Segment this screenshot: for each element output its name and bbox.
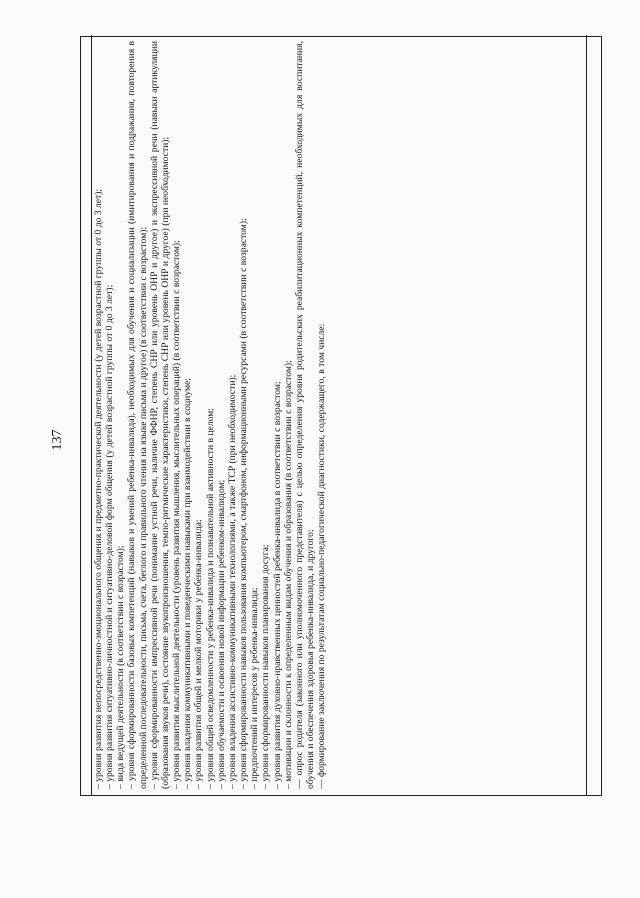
list-item: – уровня сформированности навыков планирования досуга; (260, 544, 272, 789)
list-item: – уровня развития мыслительной деятельности (уровень развития мышления, мыслительных операций) (в соответствии с возрастом); (171, 240, 183, 789)
list-item: – уровня развития общей и мелкой моторики у ребенка-инвалида; (193, 519, 205, 789)
list-item: – предпочтений и интересов у ребенка-инвалида; (249, 587, 261, 789)
list-item: – мотивации и склонности к определенным видам обучения и образования (в соответствии с возрастом); (282, 360, 294, 789)
list-item: — формирование заключения по результатам социально-педагогической диагностики, содержащего, в том числе: (316, 323, 328, 789)
list-item: – уровня владения коммуникативными и поведенческими навыками при взаимодействии в социуме; (182, 378, 194, 789)
list-item: – уровня развития ситуативно-личностной и ситуативно-деловой форм общения (у детей возрастной группы от 0 до 3 лет); (104, 284, 116, 789)
list-item: — опрос родителя (законного или уполномоченного представителя) с целью определения уровня родительских реабилитационных компетенций, необходимых для воспитания, обучения и обеспечения здоровья ребенка-инвалида, и другого; (293, 41, 316, 789)
list-item: – уровня сформированности навыков пользования компьютером, смартфоном, информационными ресурсами (в соответствии с возрастом); (238, 218, 250, 789)
list-item: – уровня общей осведомленности у ребенка-инвалида и познавательной активности в целом; (204, 408, 216, 789)
list-item: – уровня обучаемости и освоения новой информации ребенком-инвалидом; (215, 479, 227, 789)
list-item: – уровня сформированности базовых компетенций (навыков и умений ребенка-инвалида), необходимых для обучения и социализации (имитирования и подражания, повторения в определенной последовательности, письма, счета, беглого и правильного чтения на языке письма и другое) (в соответствии с возрастом); (126, 41, 149, 789)
list-item: – уровня развития непосредственно-эмоционального общения и предметно-практической деятельности (у детей возрастной группы от 0 до 3 лет); (93, 188, 104, 789)
table-cell-text (93, 41, 583, 789)
table-column-divider-right (586, 35, 587, 795)
list-item: – уровня владения ассистивно-коммуникативными технологиями, а также ТСР (при необходимости); (226, 374, 238, 789)
document-table (80, 36, 602, 796)
list-item: – уровня сформированности импрессивной речи (понимание устной речи, наличие ФФНР, степень СНР или уровень ОНР и другое) и экспрессивной речи (навыки артикуляции (образования звуков речи), состояние звукопроизношения, темпо-ритмические характеристики, степень СНР или уровень ОНР и другое) (при необходимости); (148, 41, 171, 789)
table-column-divider-left (91, 35, 92, 795)
list-item: – вида ведущей деятельности (в соответствии с возрастом); (115, 545, 127, 789)
rotated-content-area (80, 36, 602, 796)
list-item: – уровня развития духовно-нравственных ценностей ребенка-инвалида в соответствии с возрастом; (271, 381, 283, 789)
page-number: 137 (50, 429, 65, 451)
landscape-page (80, 36, 602, 796)
